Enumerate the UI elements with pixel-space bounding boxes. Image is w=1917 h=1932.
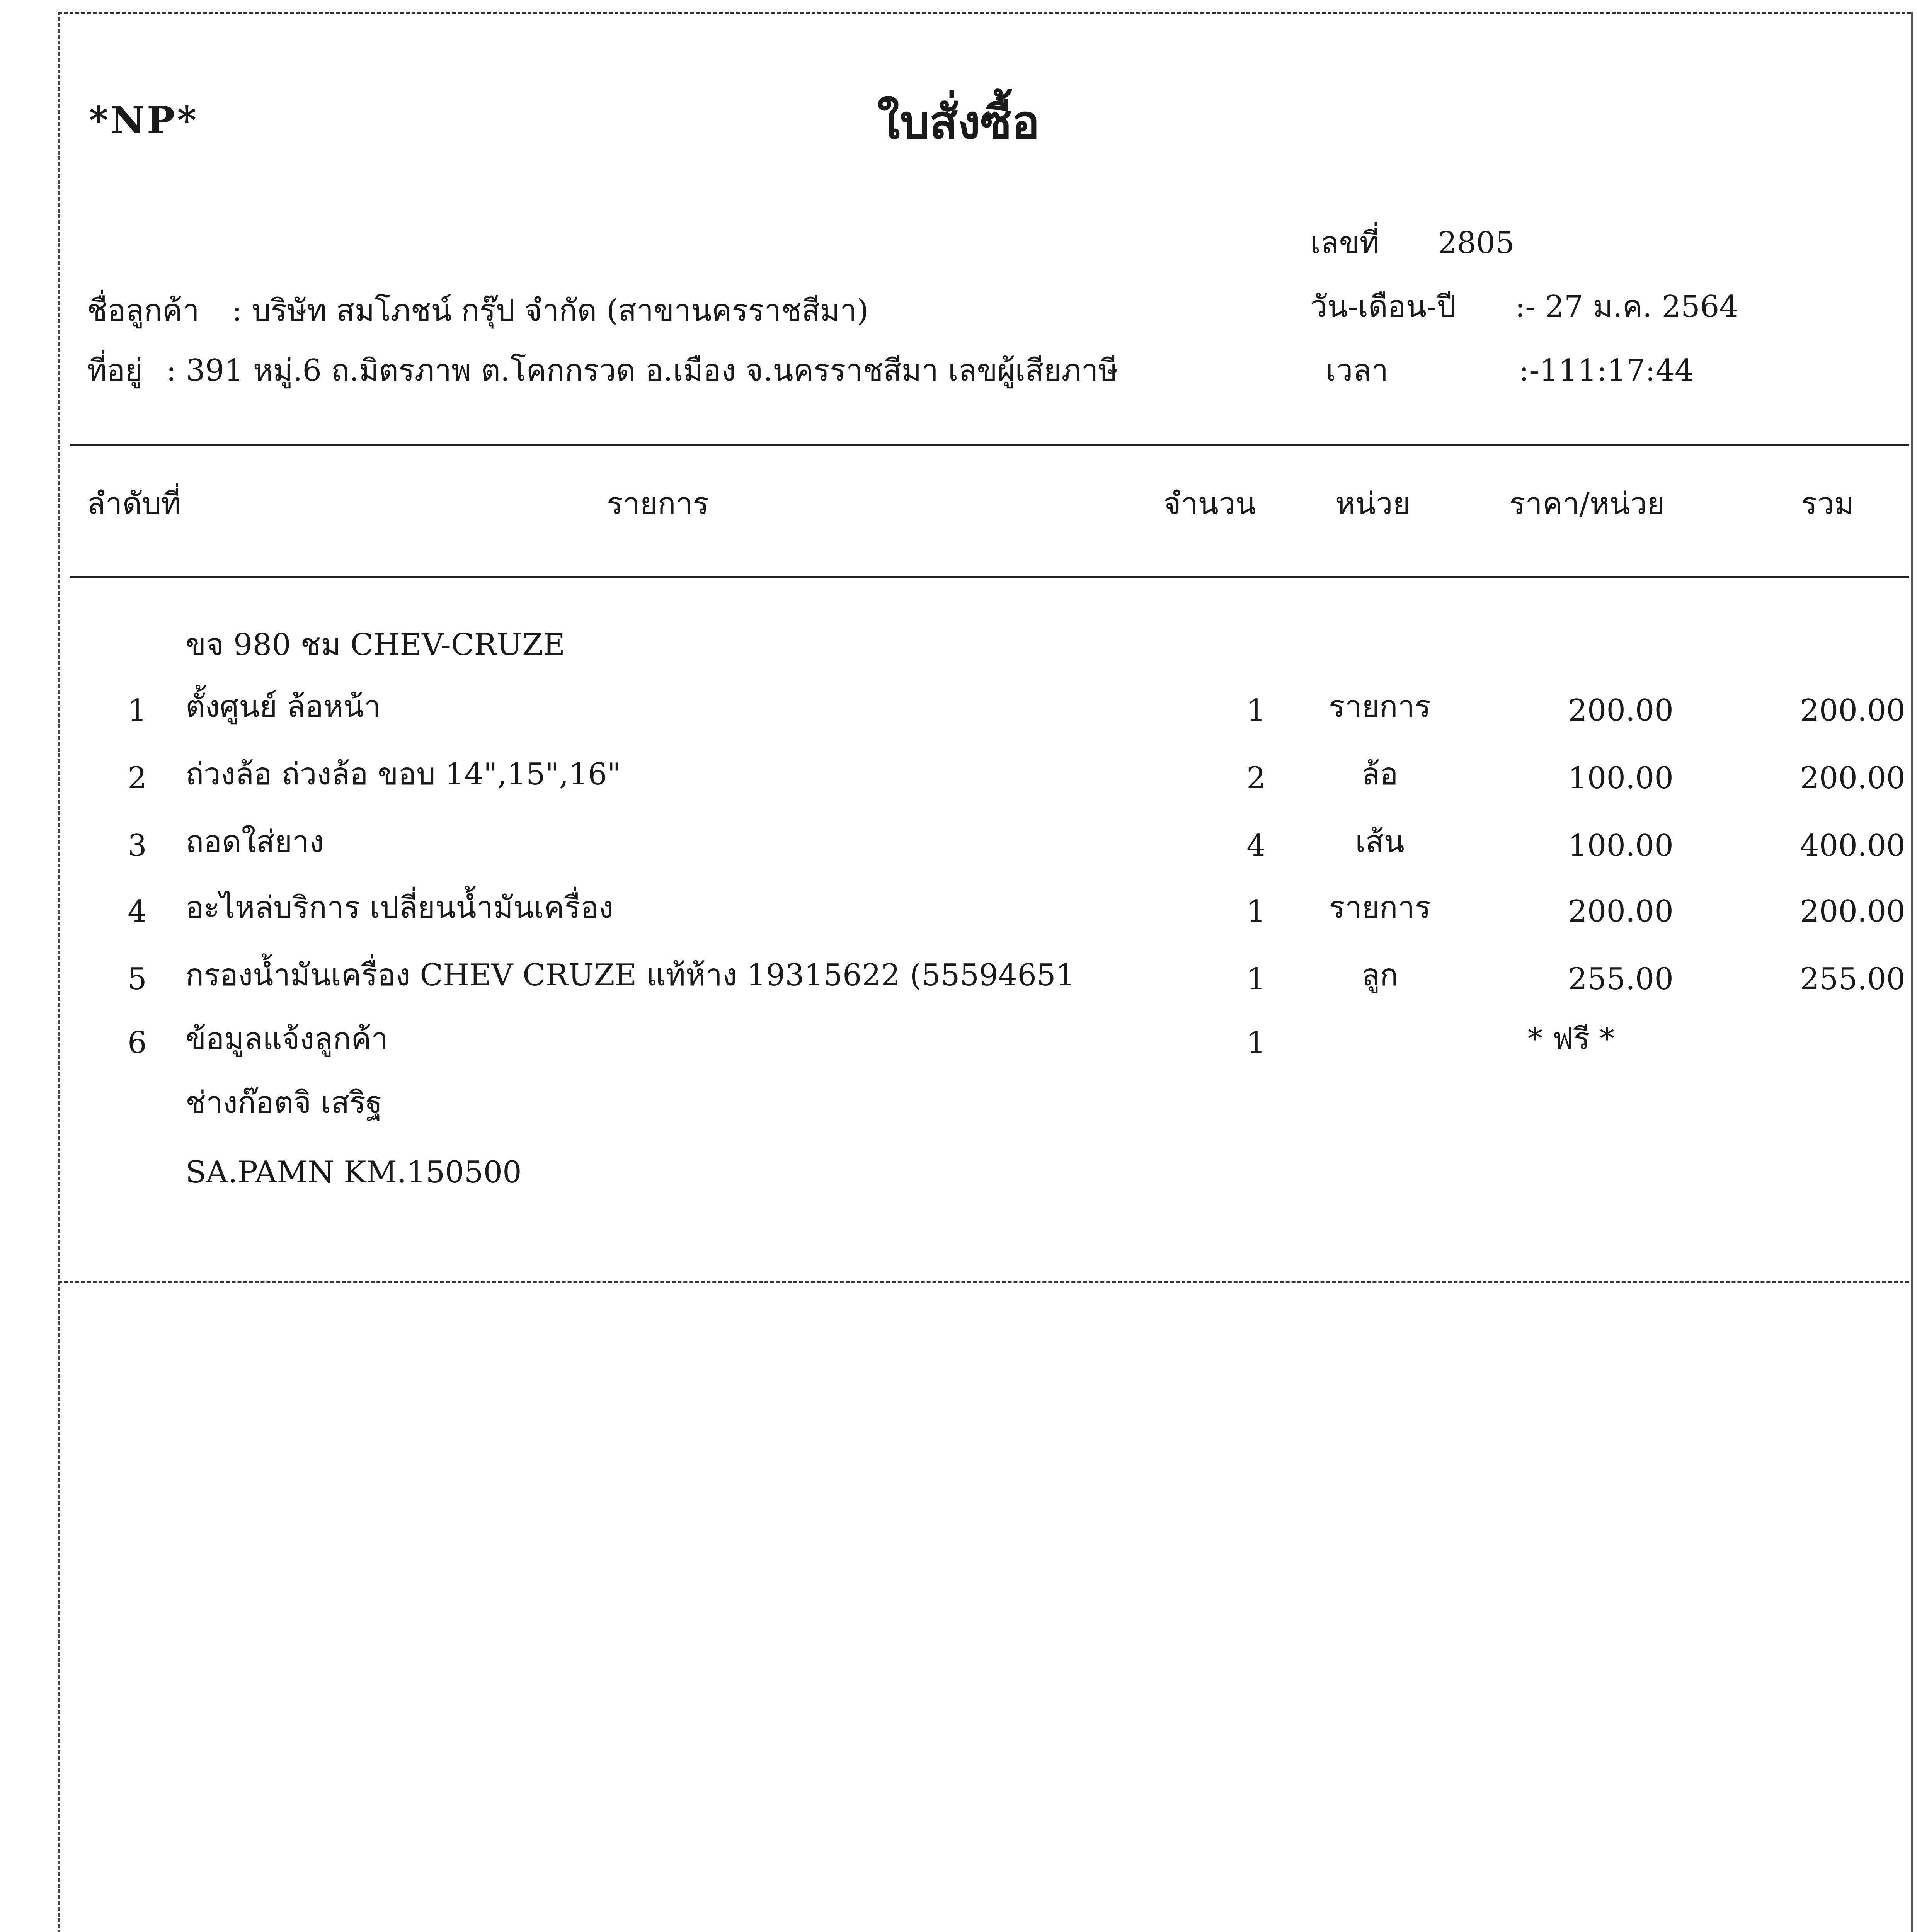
row-total: 200.00	[1800, 693, 1905, 728]
date-label: วัน-เดือน-ปี	[1310, 289, 1456, 324]
row-price: * ฟรี *	[1527, 1022, 1615, 1056]
col-item-header: รายการ	[607, 486, 709, 521]
col-seq-header: ลำดับที่	[87, 486, 181, 521]
row-unit: เส้น	[1355, 825, 1405, 859]
row-qty: 1	[1246, 894, 1266, 929]
row-qty: 1	[1246, 962, 1266, 997]
row-unit: ล้อ	[1361, 757, 1398, 792]
row-total: 200.00	[1800, 894, 1905, 929]
col-price-header: ราคา/หน่วย	[1509, 486, 1665, 521]
row-seq: 6	[128, 1026, 147, 1060]
row-price: 200.00	[1568, 693, 1674, 728]
np-mark: *NP*	[89, 99, 199, 142]
right-border	[1911, 12, 1913, 1932]
row-price: 200.00	[1568, 894, 1674, 929]
row-desc: ถ่วงล้อ ถ่วงล้อ ขอบ 14",15",16"	[186, 757, 621, 792]
row-desc: ถอดใส่ยาง	[186, 825, 324, 859]
col-qty-header: จำนวน	[1163, 486, 1256, 521]
row-qty: 4	[1246, 828, 1266, 863]
row-seq: 5	[128, 962, 147, 997]
row-seq: 1	[128, 693, 147, 728]
vehicle-line: ขจ 980 ชม CHEV-CRUZE	[186, 628, 565, 662]
row-unit: ลูก	[1361, 958, 1398, 993]
time-label: เวลา	[1326, 353, 1389, 388]
address-label: ที่อยู่	[87, 353, 143, 388]
row-desc: ตั้งศูนย์ ล้อหน้า	[186, 689, 381, 724]
left-border	[58, 12, 60, 1932]
row-desc: ข้อมูลแจ้งลูกค้า	[186, 1022, 388, 1056]
date-value: :- 27 ม.ค. 2564	[1515, 289, 1738, 324]
note-mileage: SA.PAMN KM.150500	[186, 1155, 522, 1190]
body-bottom-rule	[58, 1281, 1909, 1283]
row-qty: 1	[1246, 693, 1266, 728]
row-desc: กรองน้ำมันเครื่อง CHEV CRUZE แท้ห้าง 19315622 (55594651	[186, 958, 1075, 993]
note-technician: ช่างก๊อตจิ เสริฐ	[186, 1085, 383, 1120]
customer-name: : บริษัท สมโภชน์ กรุ๊ป จำกัด (สาขานครราชสีมา)	[232, 293, 869, 328]
row-price: 100.00	[1568, 761, 1674, 796]
col-total-header: รวม	[1801, 486, 1854, 521]
row-total: 200.00	[1800, 761, 1905, 796]
row-price: 100.00	[1568, 828, 1674, 863]
customer-label: ชื่อลูกค้า	[87, 293, 199, 328]
row-unit: รายการ	[1328, 890, 1431, 925]
row-seq: 3	[128, 828, 147, 863]
row-qty: 1	[1246, 1026, 1266, 1060]
time-value: :-111:17:44	[1519, 353, 1694, 388]
header-bottom-rule	[70, 576, 1909, 578]
row-qty: 2	[1246, 761, 1266, 796]
doc-no-label: เลขที่	[1310, 226, 1380, 260]
document-title: ใบสั่งซื้อ	[877, 95, 1040, 150]
row-price: 255.00	[1568, 962, 1674, 997]
top-border	[58, 12, 1911, 14]
row-seq: 2	[128, 761, 147, 796]
header-top-rule	[70, 444, 1909, 446]
address-value: : 391 หมู่.6 ถ.มิตรภาพ ต.โคกกรวด อ.เมือง จ.นครราชสีมา เลขผู้เสียภาษี	[166, 353, 1118, 388]
row-seq: 4	[128, 894, 147, 929]
row-unit: รายการ	[1328, 689, 1431, 724]
row-total: 255.00	[1800, 962, 1905, 997]
row-desc: อะไหล่บริการ เปลี่ยนน้ำมันเครื่อง	[186, 890, 613, 925]
doc-no: 2805	[1438, 226, 1515, 260]
col-unit-header: หน่วย	[1335, 486, 1411, 521]
row-total: 400.00	[1800, 828, 1905, 863]
